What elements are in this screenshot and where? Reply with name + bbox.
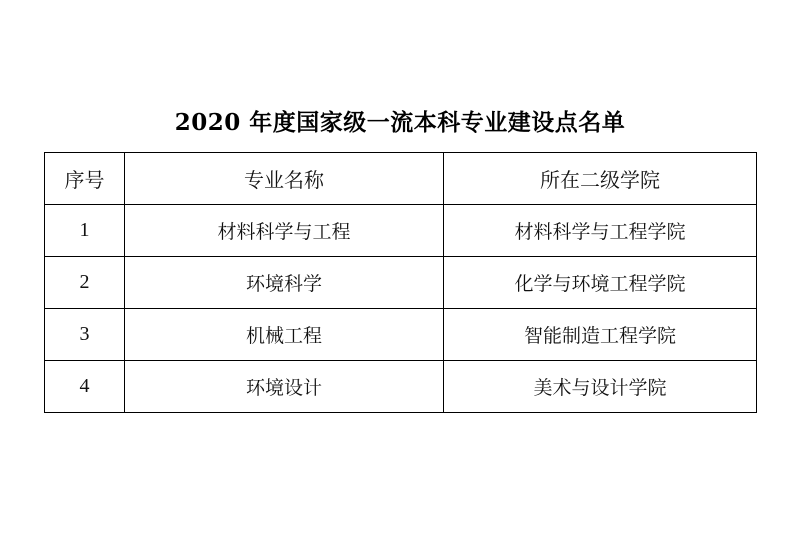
table-header-row xyxy=(45,153,757,205)
row-college: 美术与设计学院 xyxy=(444,361,757,413)
table-row xyxy=(45,309,757,361)
row-major-name: 环境科学 xyxy=(125,257,444,309)
table-row xyxy=(45,361,757,413)
row-index: 2 xyxy=(45,257,125,309)
table-row xyxy=(45,257,757,309)
row-major-name: 材料科学与工程 xyxy=(125,205,444,257)
row-index: 1 xyxy=(45,205,125,257)
header-major-name: 专业名称 xyxy=(125,153,444,205)
table-row xyxy=(45,205,757,257)
row-college: 材料科学与工程学院 xyxy=(444,205,757,257)
major-list-table xyxy=(44,152,757,413)
page-title: 2020 年度国家级一流本科专业建设点名单 xyxy=(174,109,626,136)
row-major-name: 环境设计 xyxy=(125,361,444,413)
header-index: 序号 xyxy=(45,153,125,205)
row-index: 4 xyxy=(45,361,125,413)
row-index: 3 xyxy=(45,309,125,361)
row-college: 智能制造工程学院 xyxy=(444,309,757,361)
row-college: 化学与环境工程学院 xyxy=(444,257,757,309)
row-major-name: 机械工程 xyxy=(125,309,444,361)
header-college: 所在二级学院 xyxy=(444,153,757,205)
